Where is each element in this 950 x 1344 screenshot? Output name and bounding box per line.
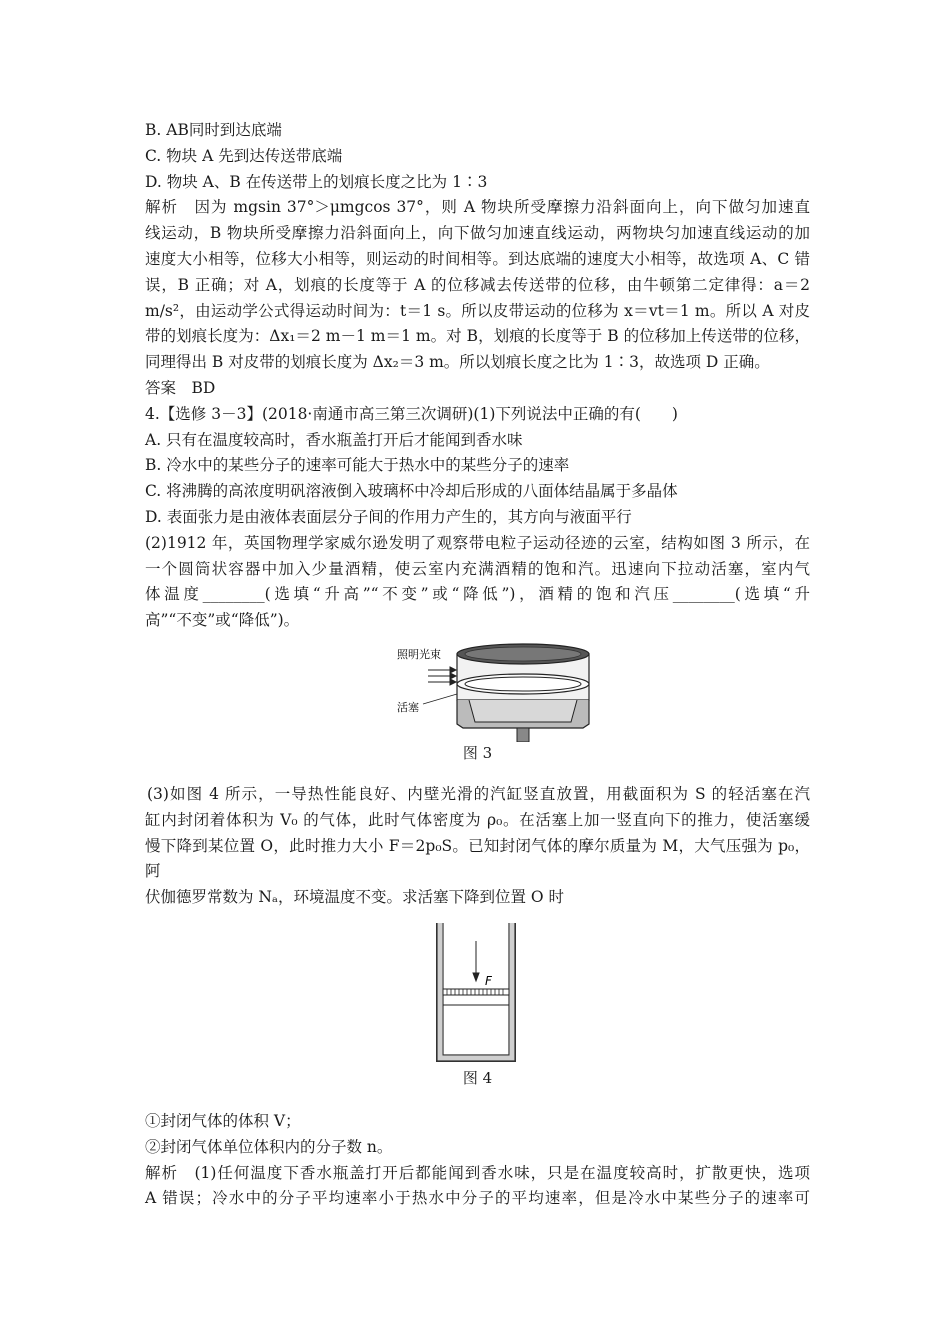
force-label: F bbox=[485, 973, 492, 988]
light-beam-label: 照明光束 bbox=[397, 647, 441, 661]
q4-part2-line: 高”“不变”或“降低”)。 bbox=[145, 611, 300, 630]
sub-question-2: ②封闭气体单位体积内的分子数 n。 bbox=[145, 1137, 393, 1156]
q4-option-a: A. 只有在温度较高时，香水瓶盖打开后才能闻到香水味 bbox=[145, 430, 523, 449]
solution-line: 解析 (1)任何温度下香水瓶盖打开后都能闻到香水味，只是在温度较高时，扩散更快，选项 bbox=[145, 1163, 810, 1182]
q4-part2-line: 体温度________(选填“升高”“不变”或“降低”)，酒精的饱和汽压________(选填“升 bbox=[145, 585, 810, 604]
q4-part3-line: 缸内封闭着体积为 V₀ 的气体，此时气体密度为 ρ₀。在活塞上加一竖直向下的推力，使活塞缓 bbox=[145, 810, 810, 829]
figure-3 bbox=[145, 642, 810, 770]
q4-part2-line: 一个圆筒状容器中加入少量酒精，使云室内充满酒精的饱和汽。迅速向下拉动活塞，室内气 bbox=[145, 559, 810, 578]
analysis-line: 速度大小相等，位移大小相等，则运动的时间相等。到达底端的速度大小相等，故选项 A、C 错 bbox=[145, 249, 810, 268]
analysis-line: 误，B 正确；对 A，划痕的长度等于 A 的位移减去传送带的位移，由牛顿第二定律得：a＝2 bbox=[145, 275, 810, 294]
light-beam-arrows-icon bbox=[428, 667, 456, 685]
q4-part3-line: 慢下降到某位置 O，此时推力大小 F＝2p₀S。已知封闭气体的摩尔质量为 M，大气压强为 p₀，阿 bbox=[145, 836, 810, 881]
option-b-line: B. AB同时到达底端 bbox=[145, 121, 282, 139]
q4-option-b: B. 冷水中的某些分子的速率可能大于热水中的某些分子的速率 bbox=[145, 456, 570, 475]
answer-line: 答案 BD bbox=[145, 378, 216, 397]
figure-4-caption: 图 4 bbox=[462, 1068, 493, 1087]
option-d-line: D. 物块 A、B 在传送带上的划痕长度之比为 1∶3 bbox=[145, 172, 488, 191]
analysis-line: 解析 因为 mgsin 37°＞μmgcos 37°，则 A 物块所受摩擦力沿斜面向上，向下做匀加速直 bbox=[145, 198, 810, 217]
analysis-line: m/s²，由运动学公式得运动时间为：t＝1 s。所以皮带运动的位移为 x＝vt＝1 m。所以 A 对皮 bbox=[145, 301, 810, 320]
piston-label: 活塞 bbox=[397, 700, 419, 714]
q4-part3-line: 伏伽德罗常数为 Nₐ，环境温度不变。求活塞下降到位置 O 时 bbox=[145, 888, 565, 907]
q4-part2-line: (2)1912 年，英国物理学家威尔逊发明了观察带电粒子运动径迹的云室，结构如图 3 所示，在 bbox=[145, 533, 810, 552]
figure-3-caption: 图 3 bbox=[462, 743, 493, 762]
cylinder-piston-diagram bbox=[145, 919, 810, 1067]
force-arrow-icon bbox=[473, 941, 479, 981]
analysis-line: 同理得出 B 对皮带的划痕长度为 Δx₂＝3 m。所以划痕长度之比为 1∶3，故选项 D 正确。 bbox=[145, 353, 770, 372]
option-c-line: C. 物块 A 先到达传送带底端 bbox=[145, 146, 343, 165]
solution-line: A 错误；冷水中的分子平均速率小于热水中分子的平均速率，但是冷水中某些分子的速率可 bbox=[145, 1189, 810, 1208]
q4-part3-line: (3)如图 4 所示，一导热性能良好、内壁光滑的汽缸竖直放置，用截面积为 S 的轻活塞在汽 bbox=[147, 784, 810, 803]
cloud-chamber-diagram bbox=[145, 642, 810, 742]
text-block-top bbox=[145, 118, 810, 634]
question-4-title: 4.【选修 3－3】(2018·南通市高三第三次调研)(1)下列说法中正确的有( ) bbox=[145, 404, 678, 423]
sub-question-1: ①封闭气体的体积 V； bbox=[145, 1111, 301, 1130]
document-page bbox=[145, 118, 810, 1212]
q4-option-d: D. 表面张力是由液体表面层分子间的作用力产生的，其方向与液面平行 bbox=[145, 507, 632, 526]
text-block-mid bbox=[145, 782, 810, 911]
piston-icon bbox=[443, 989, 509, 995]
figure-4 bbox=[145, 919, 810, 1095]
analysis-line: 带的划痕长度为：Δx₁＝2 m－1 m＝1 m。对 B，划痕的长度等于 B 的位移加上传送带的位移， bbox=[145, 327, 810, 346]
text-block-bottom bbox=[145, 1109, 810, 1212]
analysis-line: 线运动，B 物块所受摩擦力沿斜面向上，向下做匀加速直线运动，两物块匀加速直线运动的加 bbox=[145, 224, 810, 243]
q4-option-c: C. 将沸腾的高浓度明矾溶液倒入玻璃杯中冷却后形成的八面体结晶属于多晶体 bbox=[145, 482, 678, 501]
